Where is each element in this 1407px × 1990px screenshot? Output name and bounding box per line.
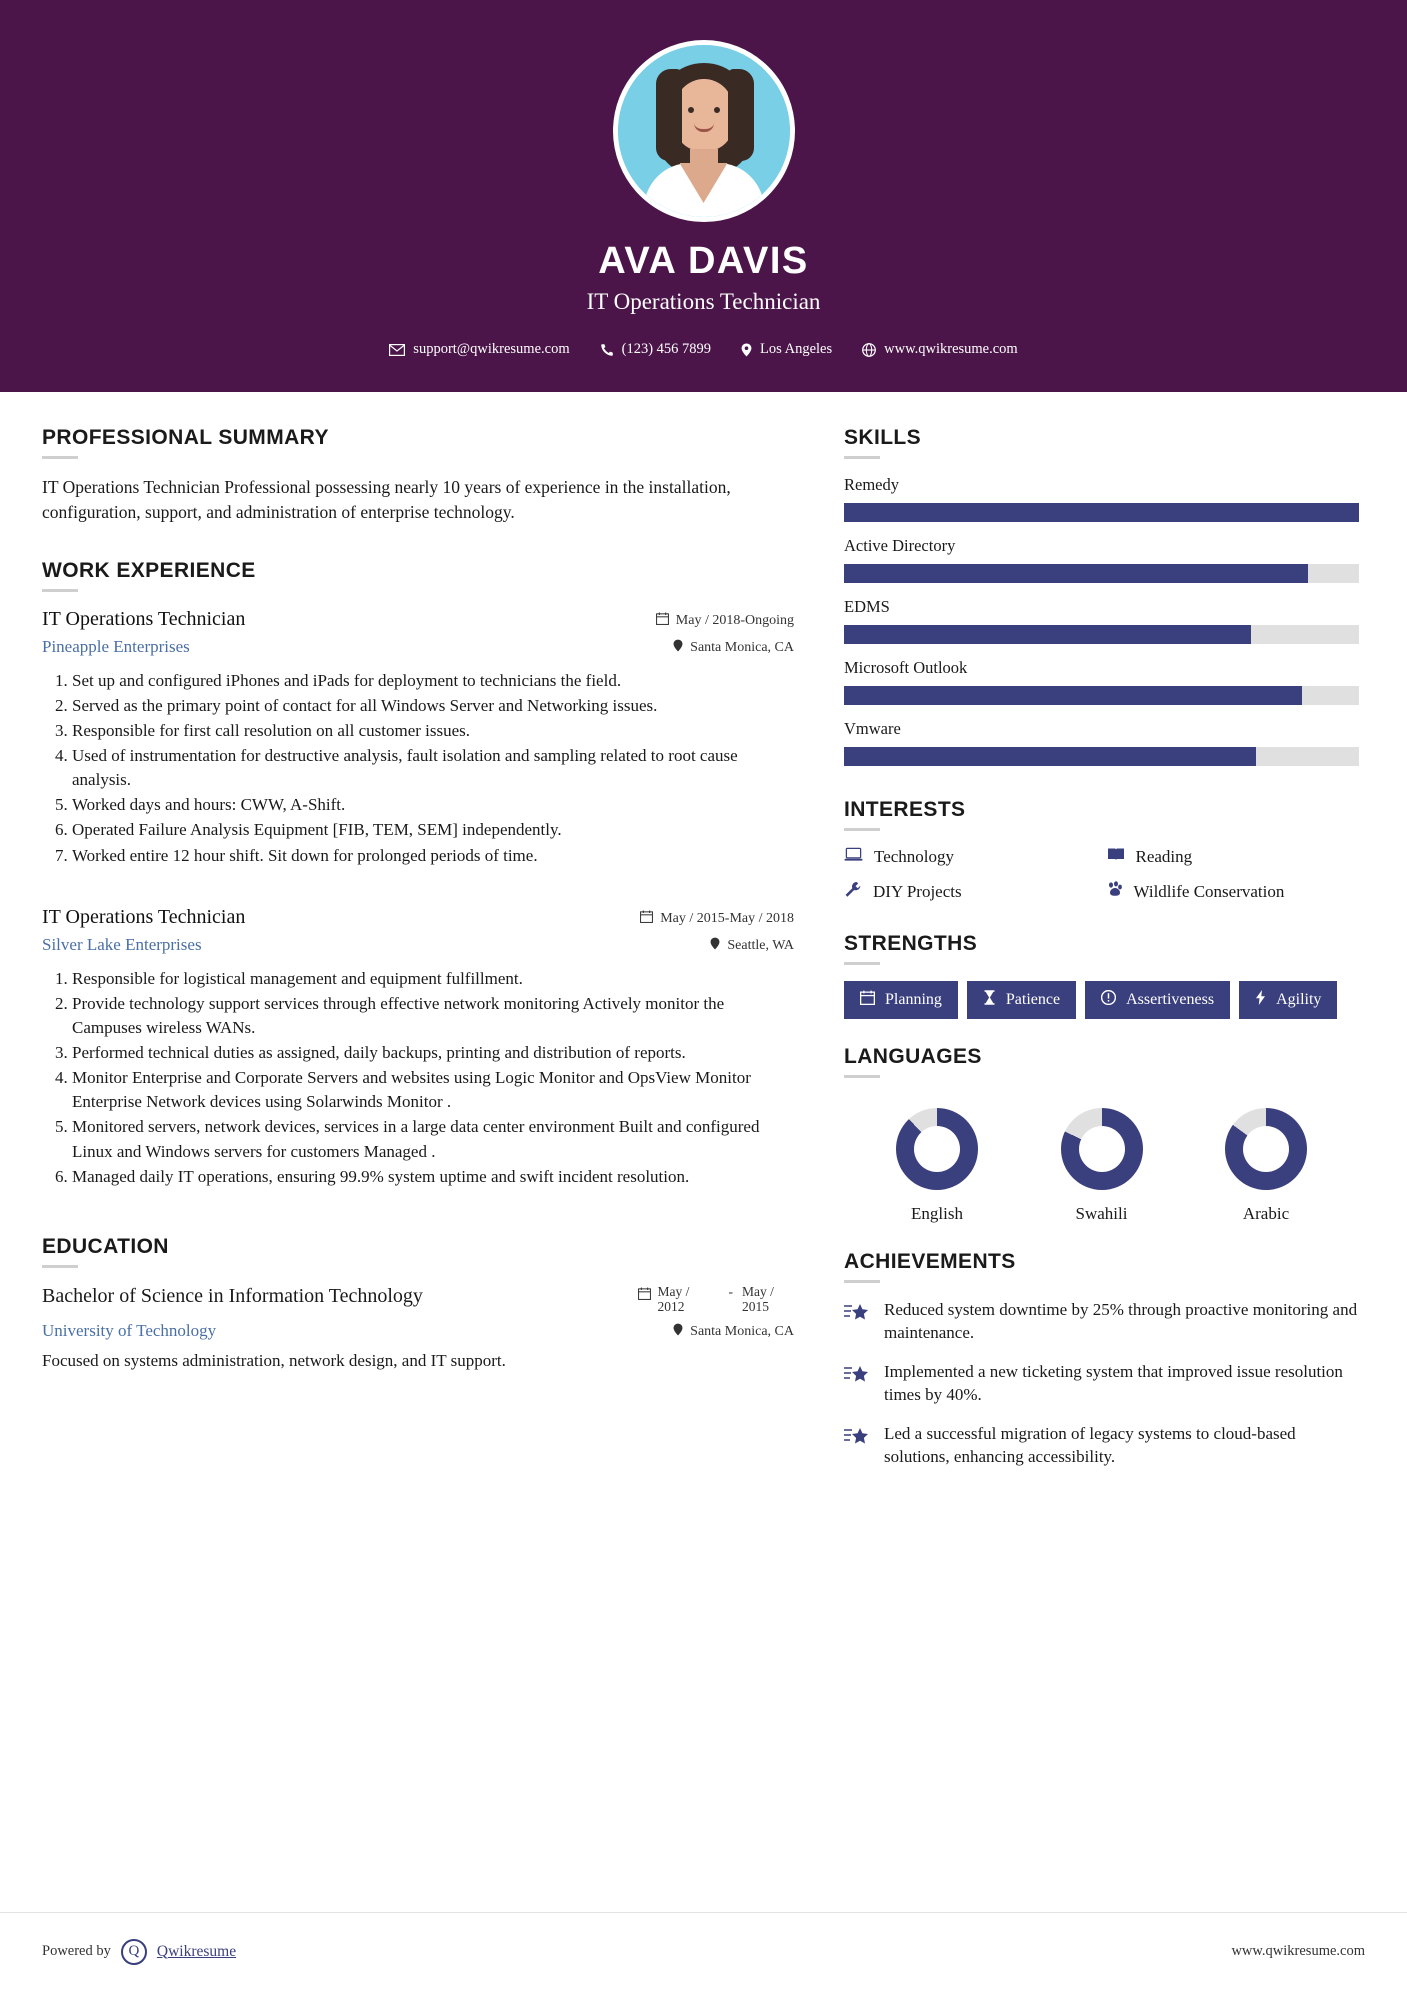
job-company: Silver Lake Enterprises (42, 934, 202, 954)
language-label: English (911, 1204, 963, 1223)
section-languages (844, 1045, 1359, 1224)
education-date-start: May / 2012 (657, 1283, 690, 1315)
strength-label: Assertiveness (1126, 991, 1215, 1008)
section-achievements (844, 1250, 1359, 1469)
job-location: Seattle, WA (727, 937, 794, 953)
interest-label: Reading (1135, 847, 1193, 866)
skill-label: Vmware (844, 719, 901, 738)
skill-bar-track (844, 686, 1359, 705)
candidate-name: AVA DAVIS (598, 240, 809, 282)
education-location-wrap (673, 1323, 794, 1341)
work-entry (42, 906, 794, 1189)
language-item (862, 1108, 1012, 1224)
calendar-icon (656, 612, 669, 630)
job-dates: May / 2015-May / 2018 (660, 910, 794, 926)
section-divider (42, 589, 78, 592)
section-work-experience (42, 559, 794, 1189)
skill-bar-fill (844, 564, 1308, 583)
strength-label: Patience (1005, 991, 1061, 1008)
language-donut (896, 1108, 978, 1190)
resume-footer (0, 1912, 1407, 1990)
section-title-achievements: ACHIEVEMENTS (844, 1250, 1016, 1273)
location-pin-icon (673, 1323, 683, 1341)
skill-bar-fill (844, 747, 1256, 766)
contact-email-text: support@qwikresume.com (413, 341, 570, 357)
interest-item (1107, 847, 1360, 867)
skill-item (844, 536, 1359, 583)
contact-bar (0, 341, 1407, 358)
job-location-wrap (673, 639, 794, 657)
job-duty: 5. Worked days and hours: CWW, A-Shift. (72, 793, 794, 817)
contact-website[interactable] (852, 341, 1028, 358)
star-badge-icon (844, 1364, 870, 1391)
interest-item (1107, 881, 1360, 902)
section-title-education: EDUCATION (42, 1234, 169, 1258)
star-badge-icon (844, 1426, 870, 1453)
language-donut (1225, 1108, 1307, 1190)
interest-label: Technology (874, 847, 955, 866)
job-dates-wrap (656, 612, 794, 630)
job-duty: 1. Responsible for logistical management and equipment fulfillment. (72, 967, 794, 991)
skill-item (844, 658, 1359, 705)
skill-bar-fill (844, 686, 1302, 705)
section-divider (42, 456, 78, 459)
paw-icon (1107, 881, 1123, 902)
skill-item (844, 597, 1359, 644)
interest-item (844, 881, 1097, 902)
achievement-text: Led a successful migration of legacy systems to cloud-based solutions, enhancing accessibility. (884, 1423, 1296, 1466)
laptop-icon (844, 847, 863, 867)
job-role: IT Operations Technician (42, 607, 246, 630)
language-label: Arabic (1242, 1204, 1290, 1223)
language-donut (1061, 1108, 1143, 1190)
skill-label: EDMS (844, 597, 890, 616)
candidate-job-title: IT Operations Technician (586, 289, 821, 314)
left-column (42, 426, 794, 1485)
section-education (42, 1235, 794, 1371)
achievement-item (844, 1361, 1359, 1407)
hourglass-icon (983, 990, 996, 1010)
skill-bar-track (844, 747, 1359, 766)
section-divider (844, 1280, 880, 1283)
contact-phone[interactable] (590, 341, 721, 358)
job-duty: 7. Worked entire 12 hour shift. Sit down for prolonged periods of time. (72, 844, 794, 868)
section-title-languages: LANGUAGES (844, 1045, 982, 1068)
language-item (1027, 1108, 1177, 1224)
skill-label: Remedy (844, 475, 899, 494)
contact-phone-text: (123) 456 7899 (621, 341, 712, 357)
job-duty: 1. Set up and configured iPhones and iPads for deployment to technicians the field. (72, 669, 794, 693)
job-duty: 5. Monitored servers, network devices, services in a large data center environment Built and configured Linux and Windows servers for customers Managed . (72, 1115, 794, 1163)
job-duties-list (42, 967, 794, 1189)
education-location: Santa Monica, CA (690, 1323, 794, 1339)
envelope-icon (389, 344, 405, 356)
job-dates: May / 2018-Ongoing (675, 612, 794, 628)
strength-label: Planning (885, 991, 942, 1008)
skill-item (844, 719, 1359, 766)
section-skills (844, 426, 1359, 766)
phone-icon (600, 343, 614, 357)
job-duties-list (42, 669, 794, 868)
contact-location (731, 341, 842, 358)
job-duty: 2. Provide technology support services through effective network monitoring Actively monitor the Campuses wireless WANs. (72, 992, 794, 1040)
job-company: Pineapple Enterprises (42, 636, 190, 656)
star-badge-icon (844, 1302, 870, 1329)
strength-label: Agility (1276, 991, 1322, 1008)
skill-bar-track (844, 625, 1359, 644)
job-duty: 4. Used of instrumentation for destructive analysis, fault isolation and sampling related to root cause analysis. (72, 744, 794, 792)
job-location-wrap (710, 937, 794, 955)
globe-icon (862, 343, 876, 357)
skill-item (844, 475, 1359, 522)
job-role: IT Operations Technician (42, 905, 246, 928)
education-degree: Bachelor of Science in Information Technology (42, 1284, 423, 1307)
contact-email[interactable] (379, 341, 579, 358)
location-pin-icon (710, 937, 720, 955)
resume-header (0, 0, 1407, 392)
calendar-icon (640, 910, 653, 928)
footer-website[interactable]: www.qwikresume.com (1231, 1943, 1365, 1959)
section-title-work: WORK EXPERIENCE (42, 558, 256, 582)
section-strengths (844, 932, 1359, 1019)
skill-label: Active Directory (844, 536, 956, 555)
education-description: Focused on systems administration, network design, and IT support. (42, 1350, 506, 1370)
calendar-icon (860, 990, 875, 1010)
strength-chip (967, 981, 1076, 1019)
location-pin-icon (741, 343, 752, 357)
section-divider (844, 962, 880, 965)
section-title-strengths: STRENGTHS (844, 932, 978, 955)
language-label: Swahili (1075, 1204, 1128, 1223)
qwikresume-brand-link[interactable]: Qwikresume (156, 1942, 237, 1960)
achievement-text: Reduced system downtime by 25% through proactive monitoring and maintenance. (884, 1300, 1358, 1342)
job-duty: 6. Operated Failure Analysis Equipment [FIB, TEM, SEM] independently. (72, 818, 794, 842)
interest-label: Wildlife Conservation (1133, 881, 1285, 901)
location-pin-icon (673, 639, 683, 657)
strength-chip (844, 981, 958, 1019)
achievement-item (844, 1299, 1359, 1345)
job-location: Santa Monica, CA (690, 639, 794, 655)
right-column (844, 426, 1359, 1485)
section-divider (844, 828, 880, 831)
job-duty: 4. Monitor Enterprise and Corporate Servers and websites using Logic Monitor and OpsView Monitor Enterprise Network devices using Solarwinds Monitor . (72, 1066, 794, 1114)
section-divider (844, 456, 880, 459)
skill-bar-track (844, 503, 1359, 522)
interest-item (844, 847, 1097, 867)
contact-location-text: Los Angeles (760, 341, 833, 357)
achievement-item (844, 1423, 1359, 1469)
summary-text: IT Operations Technician Professional possessing nearly 10 years of experience in the installation, configuration, support, and administration of enterprise technology. (42, 477, 731, 522)
job-dates-wrap (640, 910, 794, 928)
contact-website-text: www.qwikresume.com (884, 341, 1018, 357)
book-icon (1107, 847, 1125, 867)
skill-bar-fill (844, 503, 1359, 522)
strength-chip (1085, 981, 1230, 1019)
bolt-icon (1255, 990, 1266, 1010)
section-title-summary: PROFESSIONAL SUMMARY (42, 426, 329, 449)
section-professional-summary (42, 426, 794, 525)
powered-by-label: Powered by (42, 1943, 111, 1959)
education-dates-wrap: May / 2012 - May / 2015 (638, 1284, 795, 1315)
section-title-skills: SKILLS (844, 426, 922, 449)
skill-label: Microsoft Outlook (844, 658, 968, 677)
section-divider (42, 1265, 78, 1268)
work-entry (42, 608, 794, 868)
qwikresume-logo-icon: Q (121, 1939, 147, 1965)
section-interests (844, 798, 1359, 902)
section-divider (844, 1075, 880, 1078)
resume-body (0, 392, 1407, 1485)
calendar-icon (638, 1287, 651, 1304)
wrench-icon (844, 881, 862, 902)
interest-label: DIY Projects (873, 881, 962, 901)
job-duty: 2. Served as the primary point of contact for all Windows Server and Networking issues. (72, 694, 794, 718)
education-school: University of Technology (42, 1320, 217, 1340)
job-duty: 6. Managed daily IT operations, ensuring 99.9% system uptime and swift incident resolution. (72, 1165, 794, 1189)
language-item (1191, 1108, 1341, 1224)
avatar (613, 40, 795, 222)
exclamation-circle-icon (1101, 990, 1116, 1010)
skill-bar-fill (844, 625, 1251, 644)
strength-chip (1239, 981, 1337, 1019)
education-date-end: May / 2015 (742, 1283, 774, 1315)
skill-bar-track (844, 564, 1359, 583)
job-duty: 3. Performed technical duties as assigned, daily backups, printing and distribution of reports. (72, 1041, 794, 1065)
job-duty: 3. Responsible for first call resolution on all customer issues. (72, 719, 794, 743)
section-title-interests: INTERESTS (844, 798, 966, 821)
achievement-text: Implemented a new ticketing system that improved issue resolution times by 40%. (884, 1361, 1343, 1404)
